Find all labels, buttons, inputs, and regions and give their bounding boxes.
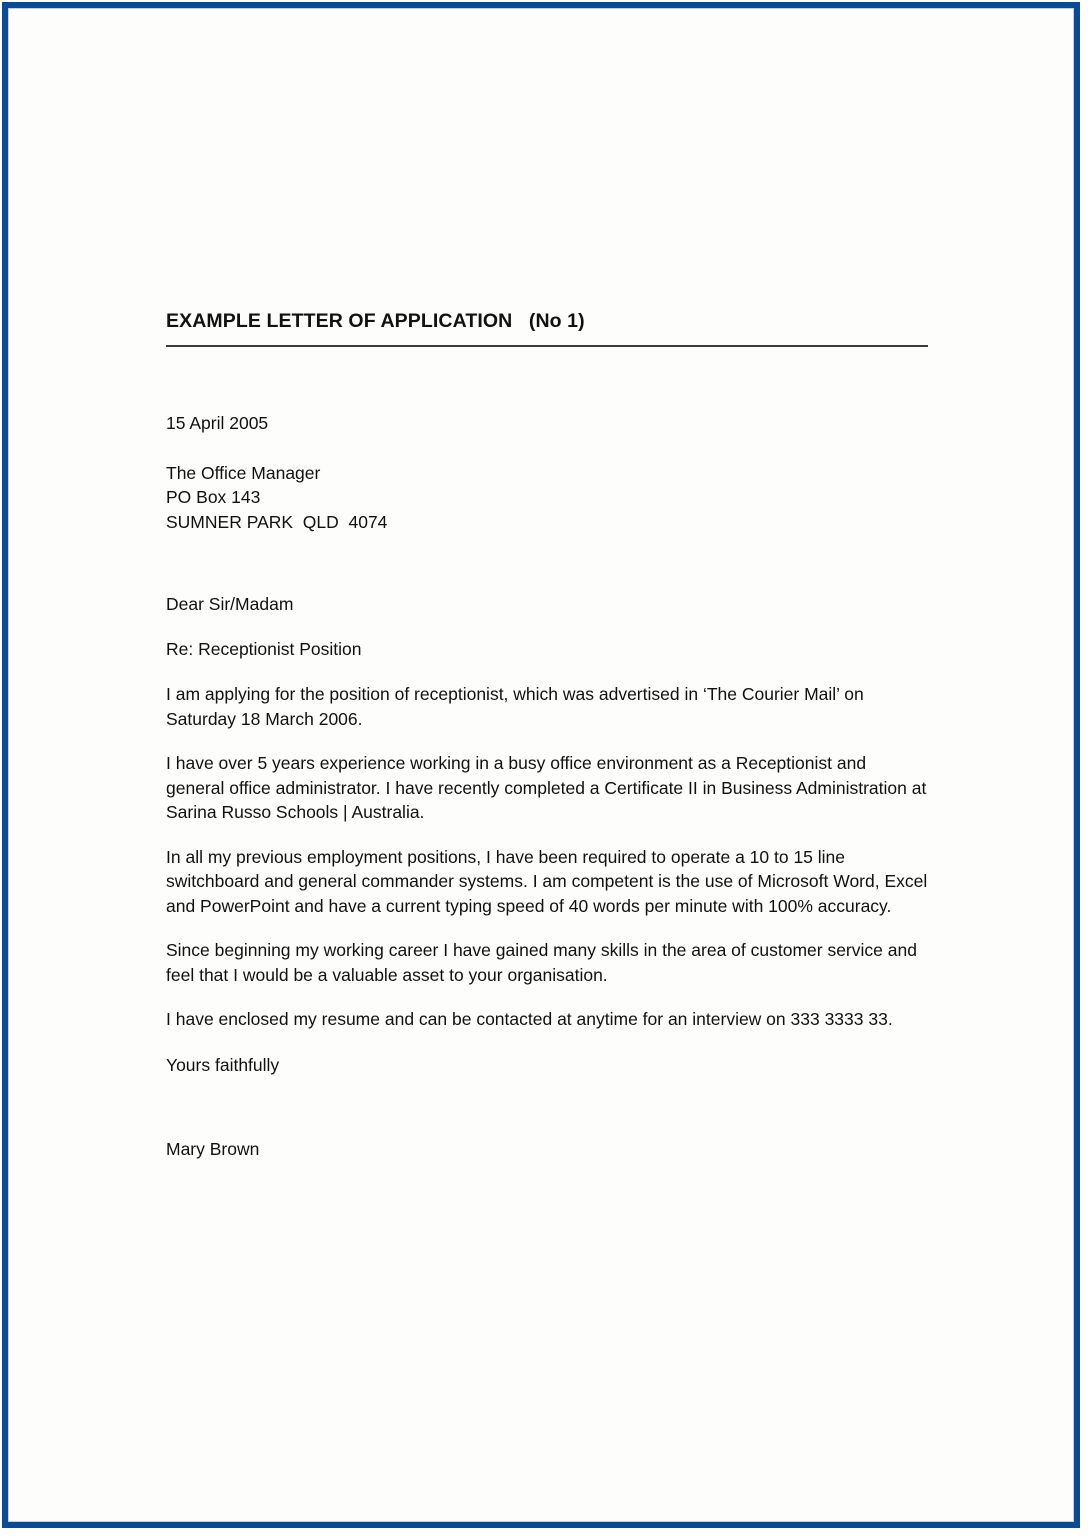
page-canvas <box>8 8 1074 1522</box>
recipient-line-2: PO Box 143 <box>166 487 261 507</box>
body-paragraph: Since beginning my working career I have gained many skills in the area of customer service and feel that I would be a valuable asset to your organisation. <box>166 940 917 985</box>
body-paragraph: In all my previous employment positions, I have been required to operate a 10 to 15 line switchboard and general commander systems. I am competent is the use of Microsoft Word, Excel and PowerPoint and have a current typing speed of 40 words per minute with 100% accuracy. <box>166 846 928 916</box>
title-divider <box>166 345 928 347</box>
salutation: Dear Sir/Madam <box>166 594 294 614</box>
signature-name: Mary Brown <box>166 1139 260 1159</box>
closing-salutation: Yours faithfully <box>166 1054 280 1075</box>
recipient-line-1: The Office Manager <box>166 462 321 483</box>
body-paragraph: I am applying for the position of receptionist, which was advertised in ‘The Courier Mail’ on Saturday 18 March 2006. <box>166 684 864 729</box>
letter-date: 15 April 2005 <box>166 413 269 433</box>
body-paragraph: I have over 5 years experience working in a busy office environment as a Receptionist and general office administrator. I have recently completed a Certificate II in Business Administration at Sarina Russo Schools | Australia. <box>166 753 927 822</box>
recipient-address-block <box>166 461 928 535</box>
body-paragraph: I have enclosed my resume and can be contacted at anytime for an interview on 333 3333 33. <box>166 1009 893 1029</box>
subject-line: Re: Receptionist Position <box>166 638 362 659</box>
recipient-line-3: SUMNER PARK QLD 4074 <box>166 511 388 532</box>
page-blue-frame <box>2 2 1080 1528</box>
page-title: EXAMPLE LETTER OF APPLICATION (No 1) <box>166 310 585 332</box>
letter-document <box>166 309 928 1162</box>
